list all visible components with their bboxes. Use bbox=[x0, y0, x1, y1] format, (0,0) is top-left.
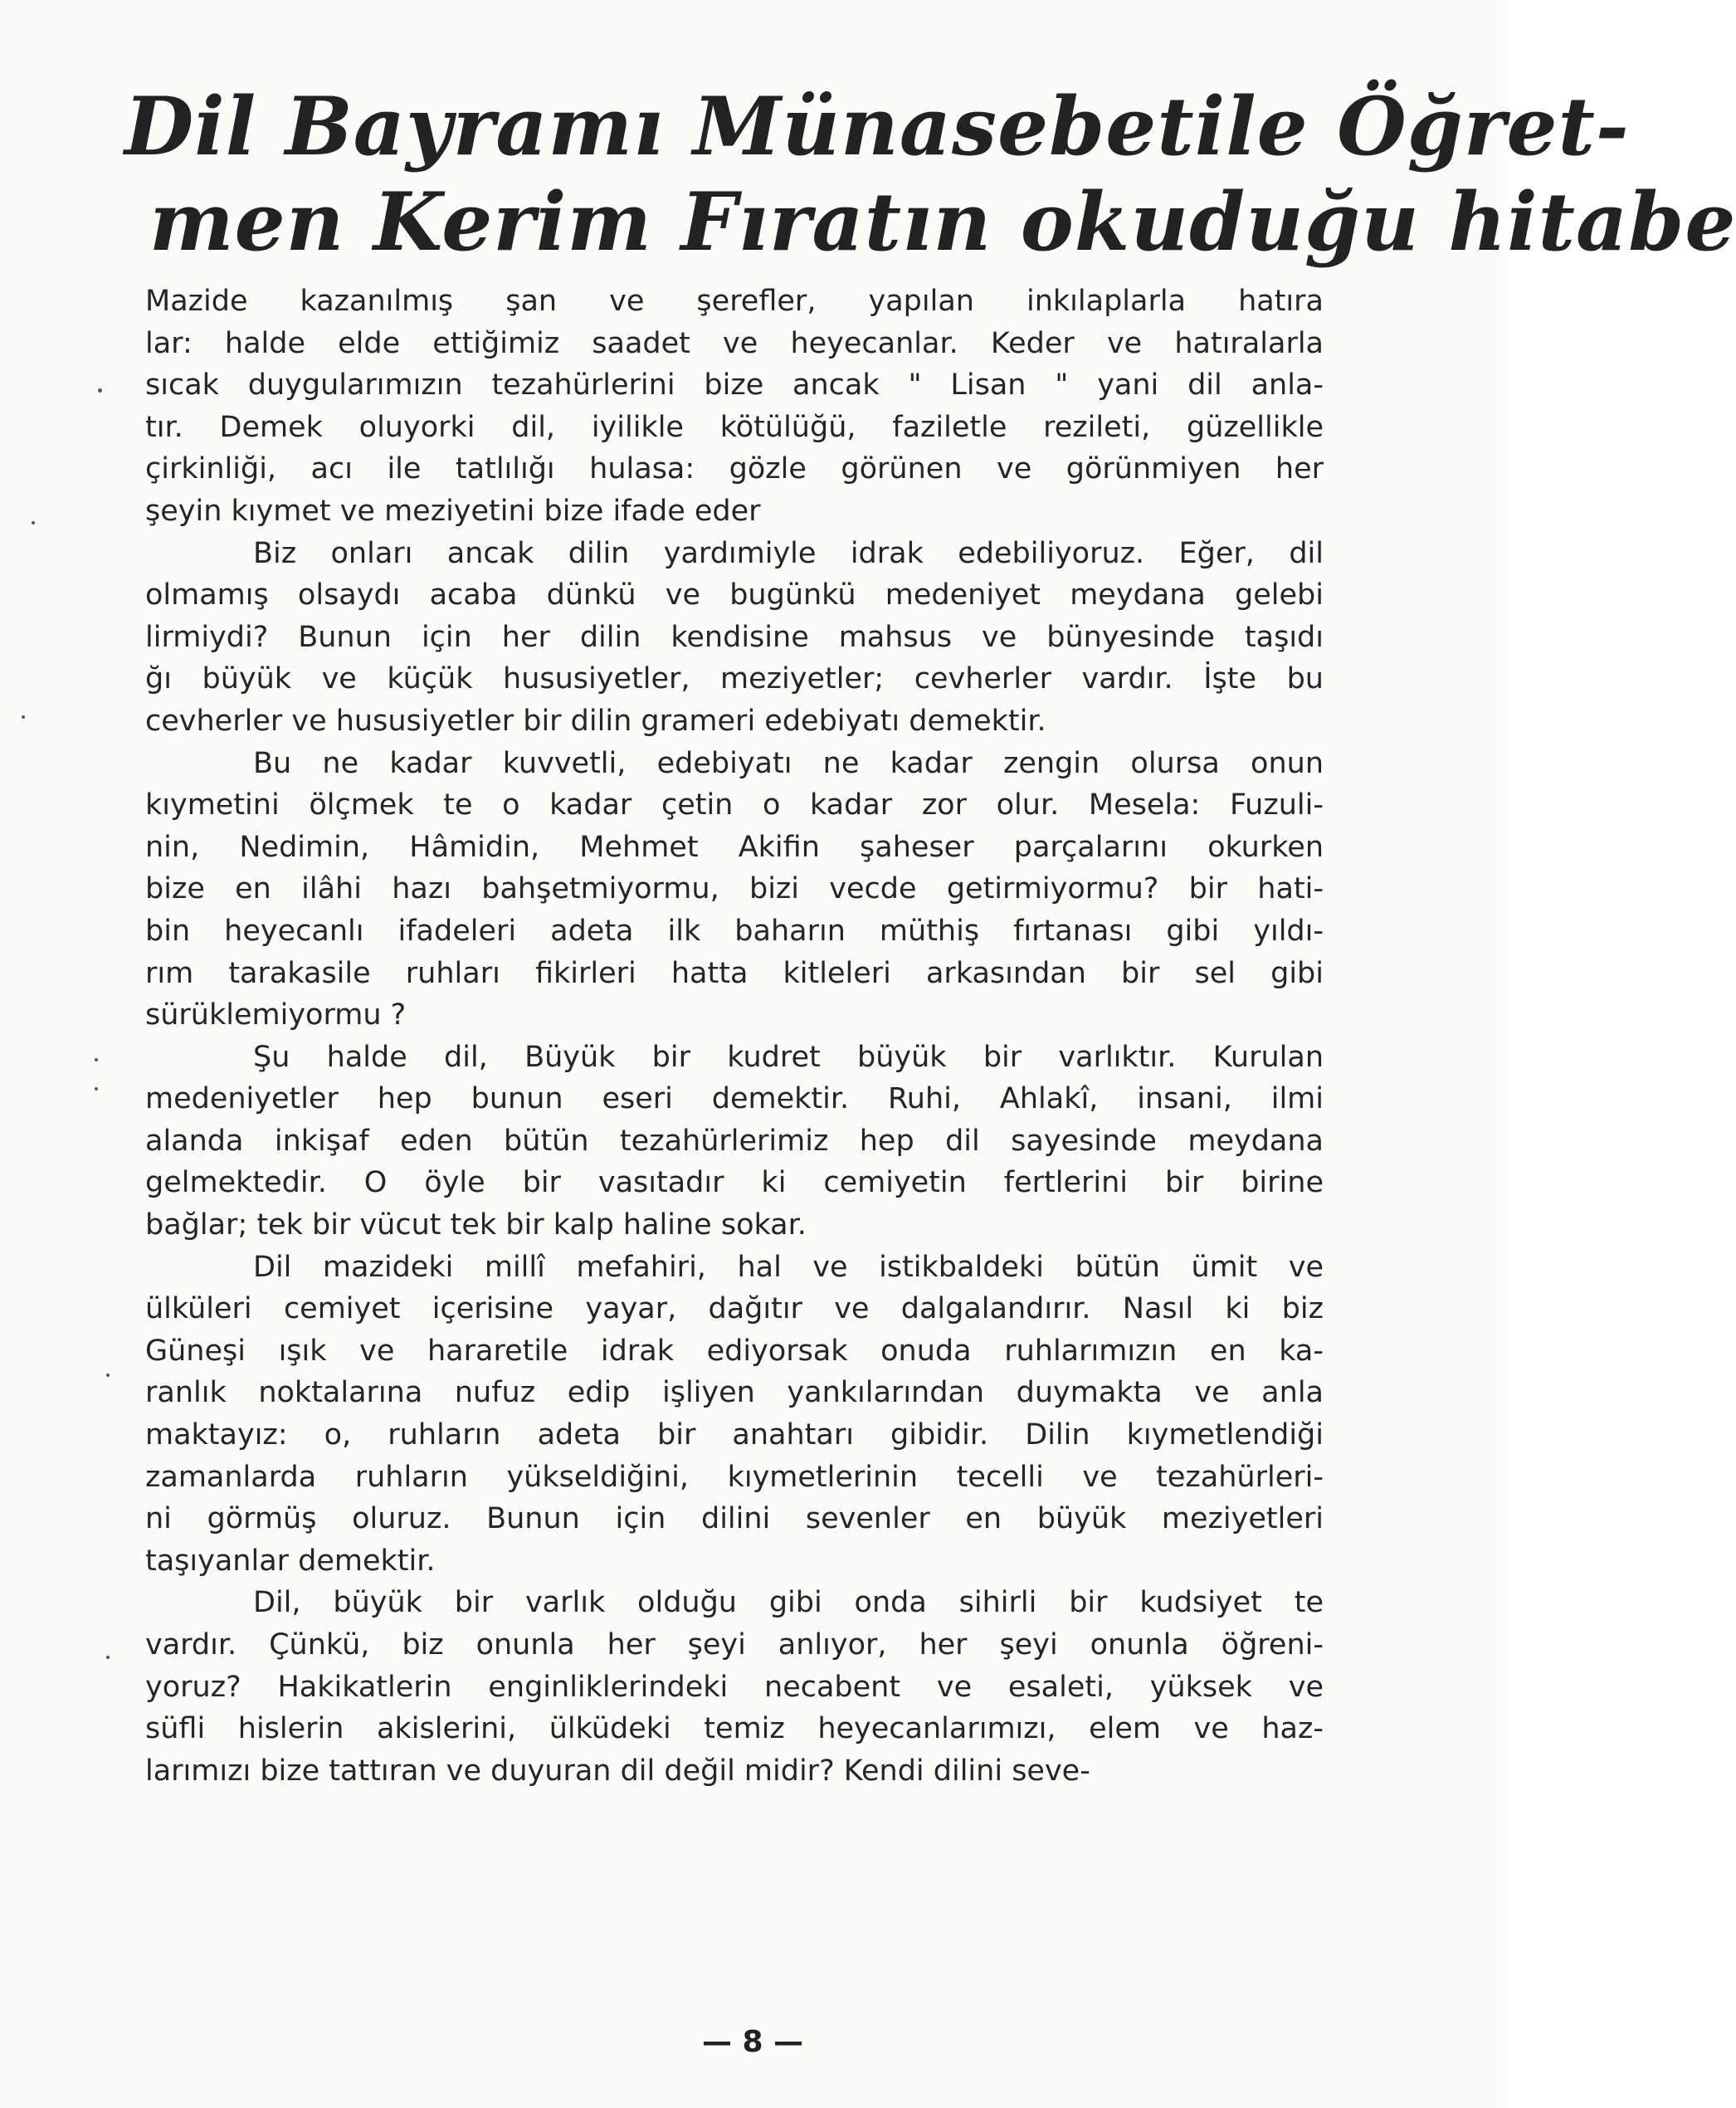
text-line: çirkinliği, acı ile tatlılığı hulasa: gözle görünen ve görünmiyen her bbox=[145, 452, 1324, 486]
text-line: alanda inkişaf eden bütün tezahürlerimiz hep dil sayesinde meydana bbox=[145, 1124, 1324, 1158]
text-line: lar: halde elde ettiğimiz saadet ve heyecanlar. Keder ve hatıralarla bbox=[145, 326, 1324, 360]
text-line: Biz onları ancak dilin yardımiyle idrak edebiliyoruz. Eğer, dil bbox=[253, 536, 1324, 570]
text-line: Güneşi ışık ve hararetile idrak ediyorsak onuda ruhlarımızın en ka- bbox=[145, 1334, 1324, 1368]
text-line: Dil mazideki millî mefahiri, hal ve istikbaldeki bütün ümit ve bbox=[253, 1250, 1324, 1284]
text-line: süfli hislerin akislerini, ülküdeki temiz heyecanlarımızı, elem ve haz- bbox=[145, 1712, 1324, 1746]
text-line: Bu ne kadar kuvvetli, edebiyatı ne kadar zengin olursa onun bbox=[253, 746, 1324, 780]
text-line: şeyin kıymet ve meziyetini bize ifade eder bbox=[145, 494, 761, 528]
text-line: taşıyanlar demektir. bbox=[145, 1544, 436, 1578]
text-line: sürüklemiyormu ? bbox=[145, 998, 407, 1032]
text-line: cevherler ve hususiyetler bir dilin grameri edebiyatı demektir. bbox=[145, 704, 1046, 738]
text-line: bağlar; tek bir vücut tek bir kalp haline sokar. bbox=[145, 1208, 807, 1242]
text-line: larımızı bize tattıran ve duyuran dil değil midir? Kendi dilini seve- bbox=[145, 1754, 1090, 1788]
text-line: bin heyecanlı ifadeleri adeta ilk baharın müthiş fırtanası gibi yıldı- bbox=[145, 914, 1324, 948]
text-line: bize en ilâhi hazı bahşetmiyormu, bizi vecde getirmiyormu? bir hati- bbox=[145, 872, 1324, 906]
body-text bbox=[145, 281, 1324, 1792]
text-line: lirmiydi? Bunun için her dilin kendisine mahsus ve bünyesinde taşıdı bbox=[145, 620, 1324, 654]
text-line: ni görmüş oluruz. Bunun için dilini sevenler en büyük meziyetleri bbox=[145, 1502, 1324, 1536]
document-title bbox=[124, 79, 1736, 270]
text-line: nin, Nedimin, Hâmidin, Mehmet Akifin şaheser parçalarını okurken bbox=[145, 830, 1324, 864]
text-line: maktayız: o, ruhların adeta bir anahtarı gibidir. Dilin kıymetlendiği bbox=[145, 1418, 1324, 1452]
text-line: yoruz? Hakikatlerin enginliklerindeki necabent ve esaleti, yüksek ve bbox=[145, 1670, 1324, 1704]
title-line-1: Dil Bayramı Münasebetile Öğret- bbox=[124, 80, 1630, 173]
text-line: ülküleri cemiyet içerisine yayar, dağıtır ve dalgalandırır. Nasıl ki biz bbox=[145, 1292, 1324, 1326]
text-line: medeniyetler hep bunun eseri demektir. Ruhi, Ahlakî, insani, ilmi bbox=[145, 1082, 1324, 1116]
text-line: gelmektedir. O öyle bir vasıtadır ki cemiyetin fertlerini bir birine bbox=[145, 1166, 1324, 1200]
text-line: tır. Demek oluyorki dil, iyilikle kötülüğü, faziletle rezileti, güzellikle bbox=[145, 410, 1324, 444]
text-line: kıymetini ölçmek te o kadar çetin o kadar zor olur. Mesela: Fuzuli- bbox=[145, 788, 1324, 822]
text-line: Şu halde dil, Büyük bir kudret büyük bir varlıktır. Kurulan bbox=[253, 1040, 1324, 1074]
text-line: Dil, büyük bir varlık olduğu gibi onda sihirli bir kudsiyet te bbox=[253, 1586, 1324, 1620]
text-line: Mazide kazanılmış şan ve şerefler, yapılan inkılaplarla hatıra bbox=[145, 285, 1324, 318]
page-number: — 8 — bbox=[701, 2025, 804, 2059]
title-line-2: men Kerim Fıratın okuduğu hitabe bbox=[149, 175, 1736, 269]
text-line: zamanlarda ruhların yükseldiğini, kıymetlerinin tecelli ve tezahürleri- bbox=[145, 1460, 1324, 1494]
text-line: ranlık noktalarına nufuz edip işliyen yankılarından duymakta ve anla bbox=[145, 1376, 1324, 1410]
text-line: olmamış olsaydı acaba dünkü ve bugünkü medeniyet meydana gelebi bbox=[145, 578, 1324, 612]
text-line: ğı büyük ve küçük hususiyetler, meziyetler; cevherler vardır. İşte bu bbox=[145, 662, 1324, 696]
text-line: sıcak duygularımızın tezahürlerini bize ancak " Lisan " yani dil anla- bbox=[145, 368, 1324, 403]
text-line: vardır. Çünkü, biz onunla her şeyi anlıyor, her şeyi onunla öğreni- bbox=[145, 1628, 1324, 1662]
text-line: rım tarakasile ruhları fikirleri hatta kitleleri arkasından bir sel gibi bbox=[145, 956, 1324, 990]
